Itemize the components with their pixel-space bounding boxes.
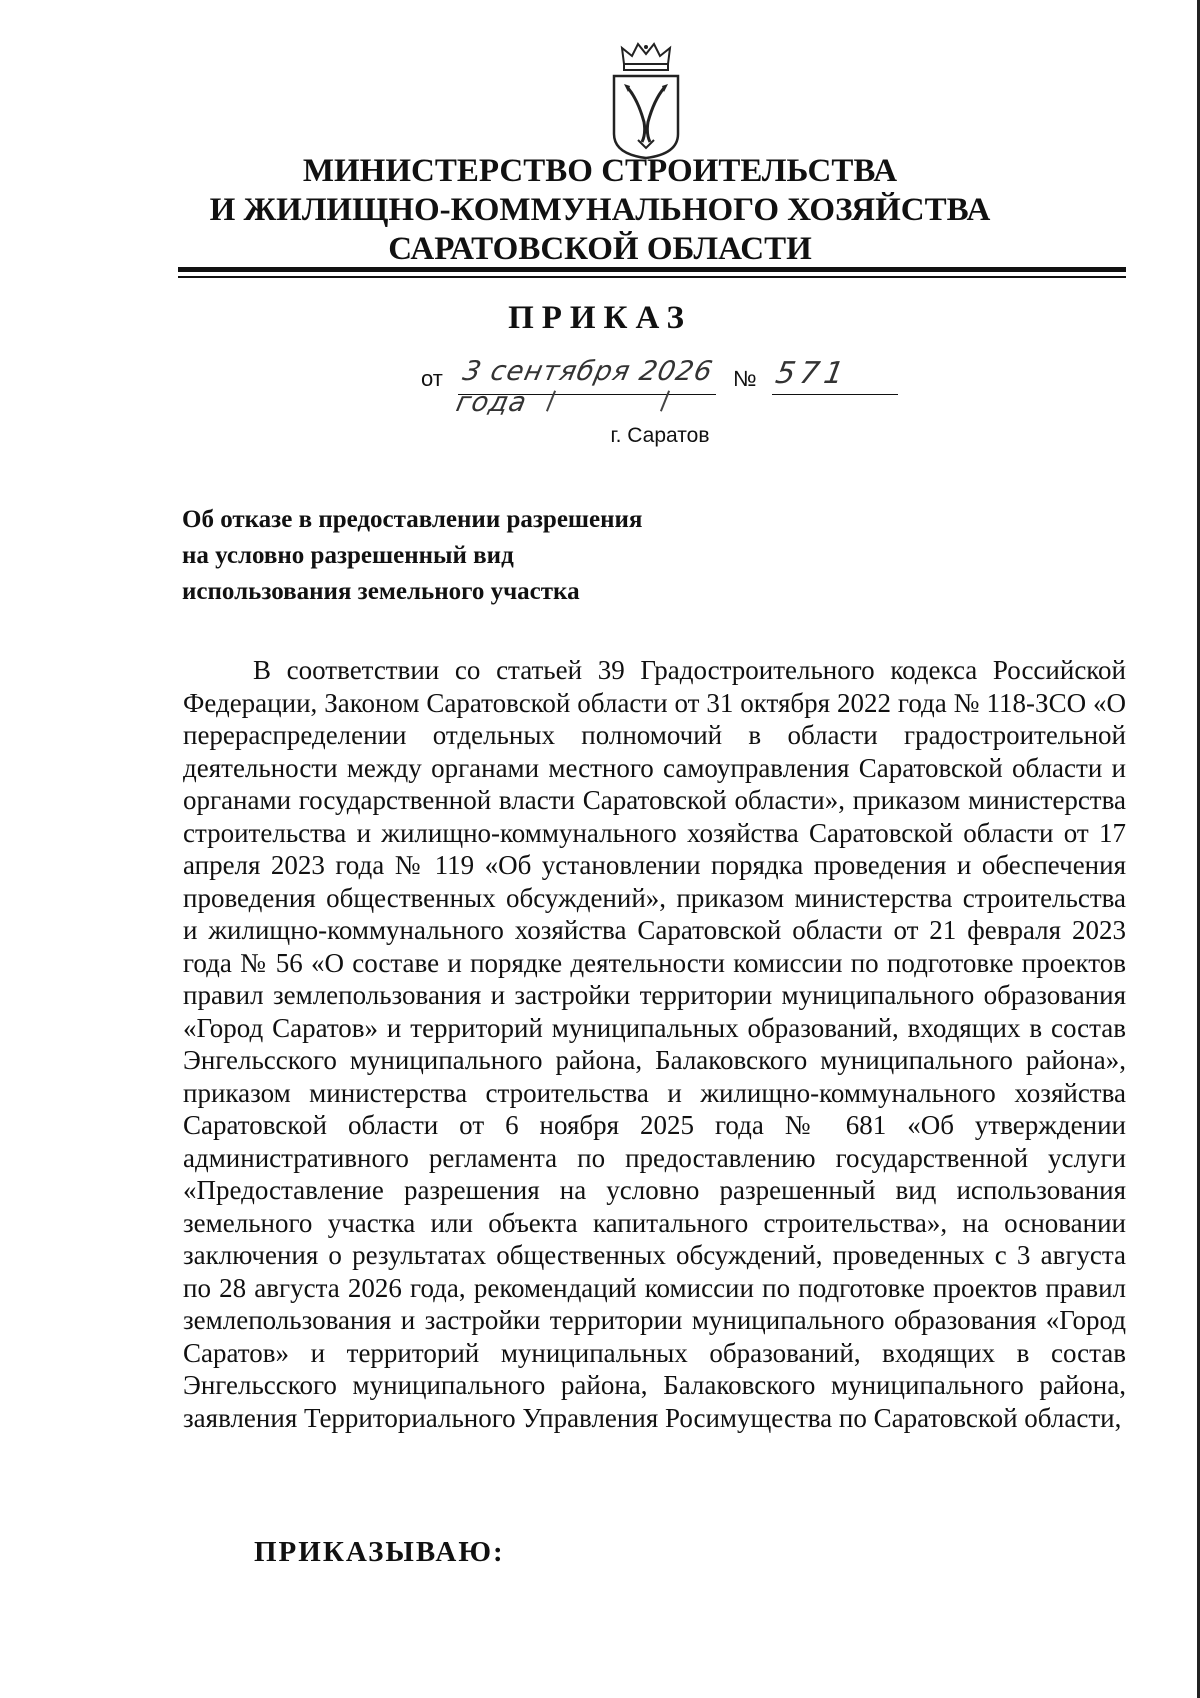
date-field <box>453 356 716 418</box>
order-preamble-paragraph: В соответствии со статьей 39 Градостроительного кодекса Российской Федерации, Законом Саратовской области от 31 октября 2022 года № 118-ЗСО «О перераспределении отдельных полномочий в области градостроительной деятельности между органами местного самоуправления Саратовской области и органами государственной власти Саратовской области», приказом министерства строительства и жилищно-коммунального хозяйства Саратовской области от 17 апреля 2023 года № 119 «Об установлении порядка проведения и обеспечения проведения общественных обсуждений», приказом министерства строительства и жилищно-коммунального хозяйства Саратовской области от 21 февраля 2023 года № 56 «О составе и порядке деятельности комиссии по подготовке проектов правил землепользования и застройки территории муниципального образования «Город Саратов» и территорий муниципальных образований, входящих в состав Энгельсского муниципального района, Балаковского муниципального района», приказом министерства строительства и жилищно-коммунального хозяйства Саратовской области от 6 ноября 2025 года № 681 «Об утверждении административного регламента по предоставлению государственной услуги «Предоставление разрешения на условно разрешенный вид использования земельного участка или объекта капитального строительства», на основании заключения о результатах общественных обсуждений, проведенных с 3 августа по 28 августа 2026 года, рекомендаций комиссии по подготовке проектов правил землепользования и застройки территории муниципального образования «Город Саратов» и территорий муниципальных образований, входящих в состав Энгельсского муниципального района, Балаковского муниципального района, заявления Территориального Управления Росимущества по Саратовской области, <box>183 655 1126 1433</box>
handwritten-date: 3 сентября 2026 года <box>453 356 716 418</box>
date-prefix: от <box>421 366 443 391</box>
ministry-name-line-2: И ЖИЛИЩНО-КОММУНАЛЬНОГО ХОЗЯЙСТВА <box>209 192 991 228</box>
city-name: г. Саратов <box>610 424 710 447</box>
header-divider-thick <box>178 267 1126 272</box>
handwritten-order-number: 571 <box>772 356 852 391</box>
order-subject <box>182 502 742 610</box>
ministry-name-line-3: САРАТОВСКОЙ ОБЛАСТИ <box>388 231 812 267</box>
order-number-field <box>772 356 898 395</box>
order-title: ПРИКАЗ <box>508 300 692 336</box>
subject-line-1: Об отказе в предоставлении разрешения <box>182 506 643 533</box>
decree-heading: ПРИКАЗЫВАЮ: <box>254 1536 505 1568</box>
subject-line-2: на условно разрешенный вид <box>182 542 514 569</box>
coat-of-arms-emblem <box>608 42 684 160</box>
header-divider-thin <box>178 276 1126 278</box>
subject-line-3: использования земельного участка <box>182 578 580 605</box>
ministry-name-line-1: МИНИСТЕРСТВО СТРОИТЕЛЬСТВА <box>302 153 898 189</box>
number-sign: № <box>733 366 757 391</box>
